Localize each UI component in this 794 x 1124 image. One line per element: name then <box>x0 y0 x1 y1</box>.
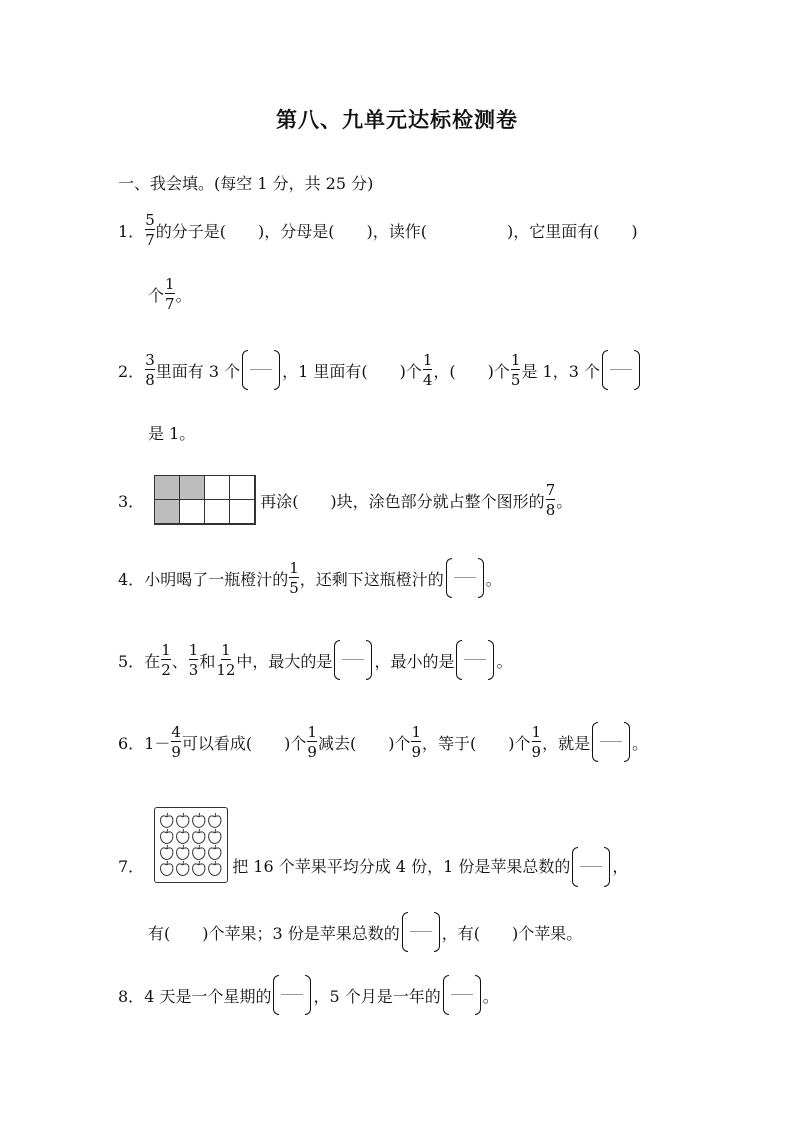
fraction: $\frac{1}{4}$ <box>422 350 433 389</box>
question-text: 是 1。 <box>148 423 196 443</box>
apple-icon <box>177 861 189 876</box>
question-text: ，等于( )个 <box>422 733 531 753</box>
fraction-answer-box[interactable] <box>273 975 311 1015</box>
apple-icon <box>161 845 173 860</box>
apple-icon <box>193 829 205 844</box>
fraction: $\frac{1}{5}$ <box>510 350 521 389</box>
question-text: 。 <box>496 651 513 671</box>
question-number: 4． <box>118 569 145 589</box>
question-text: 。 <box>175 285 192 305</box>
question-number: 5． <box>118 651 145 671</box>
apple-icon <box>161 861 173 876</box>
fraction: $\frac{4}{9}$ <box>171 722 181 761</box>
question-3-line <box>118 460 572 540</box>
question-text: 在 <box>144 651 161 671</box>
shaded-grid-figure <box>154 475 256 525</box>
question-1-line-2 <box>148 264 192 324</box>
apple-icon <box>161 813 173 828</box>
question-text: 是 1，3 个 <box>521 361 600 381</box>
apple-icon <box>193 813 205 828</box>
question-text: ， <box>612 857 629 876</box>
question-text: ，( )个 <box>433 361 510 381</box>
apple-icon <box>177 845 189 860</box>
question-text: 个 <box>148 285 165 305</box>
question-8-line <box>118 965 499 1025</box>
question-number: 1． <box>118 221 145 241</box>
fraction-answer-box[interactable] <box>572 847 610 887</box>
fraction: $\frac{1}{9}$ <box>531 722 542 761</box>
apple-icon <box>209 829 221 844</box>
question-6-line <box>118 712 648 772</box>
blank-cell <box>230 500 255 524</box>
fraction: $\frac{3}{8}$ <box>145 350 155 389</box>
apple-grid-figure <box>154 807 228 883</box>
question-text: 。 <box>485 569 502 589</box>
fraction-answer-box[interactable] <box>456 640 494 680</box>
fraction: $\frac{1}{3}$ <box>188 640 199 679</box>
section-heading: 一、我会填。(每空 1 分，共 25 分) <box>118 174 374 193</box>
question-7-line-2 <box>148 902 582 962</box>
question-text: 把 16 个苹果平均分成 4 份，1 份是苹果总数的 <box>232 857 571 876</box>
question-text: 。 <box>482 986 499 1006</box>
question-5-line <box>118 630 512 690</box>
apple-icon <box>177 829 189 844</box>
fraction: $\frac{1}{12}$ <box>216 640 236 679</box>
question-text: 减去( )个 <box>317 733 411 753</box>
fraction: $\frac{1}{5}$ <box>289 558 299 597</box>
question-4-line <box>118 548 502 608</box>
question-text: ，还剩下这瓶橙汁的 <box>299 569 444 589</box>
question-text: 小明喝了一瓶橙汁的 <box>144 569 289 589</box>
question-text: 可以看成( )个 <box>181 733 307 753</box>
question-text: 1－ <box>144 733 171 753</box>
apple-icon <box>209 813 221 828</box>
shaded-cell <box>155 500 180 524</box>
question-1-line-1 <box>118 200 638 260</box>
apple-icon <box>177 813 189 828</box>
blank-cell <box>230 476 255 500</box>
apples-illustration <box>158 811 224 879</box>
apple-icon <box>209 861 221 876</box>
question-text: 中，最大的是 <box>236 651 333 671</box>
apple-icon <box>193 845 205 860</box>
fraction-answer-box[interactable] <box>446 558 484 598</box>
page-title: 第八、九单元达标检测卷 <box>276 108 518 132</box>
fraction-answer-box[interactable] <box>334 640 372 680</box>
blank-cell <box>205 476 230 500</box>
fraction-answer-box[interactable] <box>592 722 630 762</box>
apple-icon <box>161 829 173 844</box>
question-text: 4 天是一个星期的 <box>144 986 272 1006</box>
question-text: ，最小的是 <box>374 651 455 671</box>
fraction-answer-box[interactable] <box>402 912 440 952</box>
question-text: 。 <box>556 491 573 511</box>
question-text: 和 <box>199 651 216 671</box>
question-text: ，1 里面有( )个 <box>282 361 422 381</box>
question-text: 的分子是( )，分母是( )，读作( )，它里面有( ) <box>155 221 638 241</box>
fraction: $\frac{1}{7}$ <box>165 274 175 313</box>
fraction-answer-box[interactable] <box>443 975 481 1015</box>
apple-icon <box>209 845 221 860</box>
question-text: 里面有 3 个 <box>155 361 241 381</box>
question-text: ，5 个月是一年的 <box>313 986 441 1006</box>
shaded-cell <box>180 476 205 500</box>
question-7-line-1 <box>118 793 628 883</box>
question-2-line-2 <box>148 402 195 462</box>
question-text: 再涂( )块，涂色部分就占整个图形的 <box>260 491 545 511</box>
question-number: 7． <box>118 857 145 876</box>
question-number: 2． <box>118 361 145 381</box>
question-text: ，就是 <box>542 733 591 753</box>
question-text: 、 <box>171 651 188 671</box>
question-number: 6． <box>118 733 145 753</box>
question-text: 有( )个苹果；3 份是苹果总数的 <box>148 923 400 943</box>
blank-cell <box>205 500 230 524</box>
blank-cell <box>180 500 205 524</box>
fraction-answer-box[interactable] <box>602 350 640 390</box>
fraction: $\frac{1}{9}$ <box>411 722 422 761</box>
fraction-answer-box[interactable] <box>242 350 280 390</box>
question-number: 8． <box>118 986 145 1006</box>
fraction: $\frac{5}{7}$ <box>145 210 155 249</box>
fraction: $\frac{1}{2}$ <box>161 640 171 679</box>
fraction: $\frac{7}{8}$ <box>545 480 556 519</box>
question-number: 3． <box>118 491 145 511</box>
shaded-cell <box>155 476 180 500</box>
question-text: ，有( )个苹果。 <box>441 923 583 943</box>
apple-icon <box>193 861 205 876</box>
question-2-line-1 <box>118 340 642 400</box>
fraction: $\frac{1}{9}$ <box>307 722 317 761</box>
question-text: 。 <box>632 733 649 753</box>
